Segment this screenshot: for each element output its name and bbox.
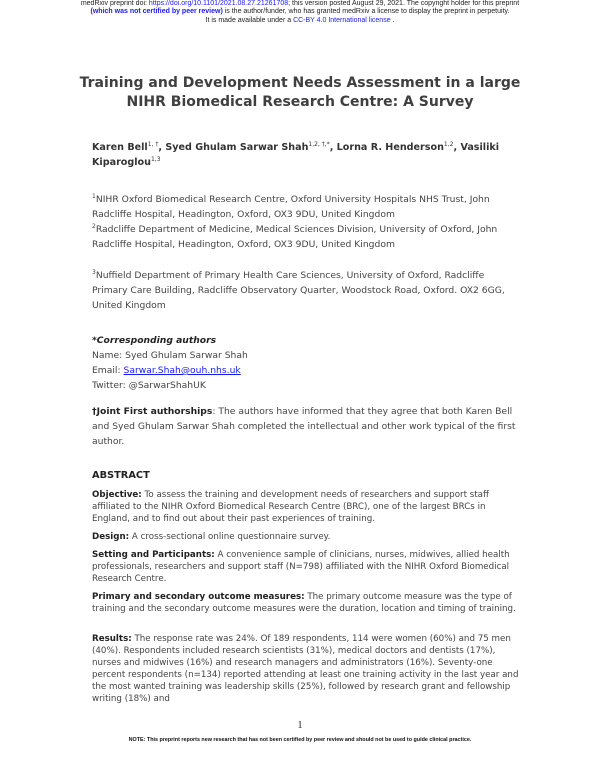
preprint-banner — [0, 0, 600, 25]
license-link[interactable]: CC-BY 4.0 International license — [293, 16, 391, 24]
paper-title: Training and Development Needs Assessment in a large NIHR Biomedical Research Centre: A Survey — [79, 75, 521, 110]
email-link[interactable]: Sarwar.Shah@ouh.nhs.uk — [123, 365, 241, 376]
banner-line-2: (which was not certified by peer review) is the author/funder, who has granted medRxiv a license to display the preprint in perpetuity. — [90, 8, 510, 16]
abstract-heading: ABSTRACT — [92, 470, 150, 481]
joint-first-authorship: †Joint First authorships: The authors have informed that they agree that both Karen Bell and Syed Ghulam Sarwar Shah completed the intellectual and other work typical of the first author. — [92, 406, 516, 447]
affiliation-1: $^1$NIHR Oxford Biomedical Research Centre, Oxford University Hospitals NHS Trust, John Radcliffe Hospital, Headington, Oxford, OX3 9DU, United Kingdom — [92, 193, 490, 220]
affiliation-2: $^2$Radcliffe Department of Medicine, Medical Sciences Division, University of Oxford, John Radcliffe Hospital, Headington, Oxford, OX3 9DU, United Kingdom — [92, 223, 498, 250]
abstract-outcomes: Primary and secondary outcome measures: The primary outcome measure was the type of training and the secondary outcome measures were the duration, location and timing of training. — [92, 592, 516, 614]
banner-line-1: medRxiv preprint doi: https://doi.org/10.1101/2021.08.27.21261708; this version posted August 29, 2021. The copyright holder for this preprint — [80, 0, 520, 7]
abstract-design: Design: A cross-sectional online questionnaire survey. — [92, 532, 331, 542]
author-list: Karen Bell$^{1, \dagger}$, Syed Ghulam Sarwar Shah$^{1,2, \dagger,*}$, Lorna R. Henderson$^{1,2}$, Vasiliki Kiparoglou$^{1,3}$ — [92, 141, 500, 168]
corresponding-authors: *Corresponding authors Name: Syed Ghulam Sarwar Shah Email: Sarwar.Shah@ouh.nhs.uk Twitter: @SarwarShahUK — [92, 335, 248, 391]
abstract-setting: Setting and Participants: A convenience sample of clinicians, nurses, midwives, allied health professionals, researchers and support staff (N=798) affiliated with the NIHR Oxford Biomedical Research Centre. — [92, 550, 510, 584]
preprint-footer-note: NOTE: This preprint reports new research that has not been certified by peer review and should not be used to guide clinical practice. — [128, 737, 472, 743]
abstract-objective: Objective: To assess the training and development needs of researchers and support staff affiliated to the NIHR Oxford Biomedical Research Centre (BRC), one of the largest BRCs in England, and to find out about their past experiences of training. — [92, 490, 489, 524]
affiliation-3: $^3$Nuffield Department of Primary Health Care Sciences, University of Oxford, Radcliffe Primary Care Building, Radcliffe Observatory Quarter, Woodstock Road, Oxford. OX2 6GG, United Kingdom — [92, 269, 505, 311]
doi-link[interactable]: https://doi.org/10.1101/2021.08.27.21261708 — [148, 0, 289, 7]
banner-line-3: It is made available under a CC-BY 4.0 International license . — [205, 16, 395, 24]
page-number: 1 — [297, 720, 303, 731]
abstract-results: Results: The response rate was 24%. Of 189 respondents, 114 were women (60%) and 75 men (40%). Respondents included research scientists (31%), medical doctors and dentists (17%), nurses and midwives (16%) and research managers and administrators (16%). Seventy-one percent respondents (n=134) reported attending at least one training activity in the last year and the most wanted training was leadership skills (25%), followed by research grant and fellowship writing (18%) and — [92, 634, 519, 704]
